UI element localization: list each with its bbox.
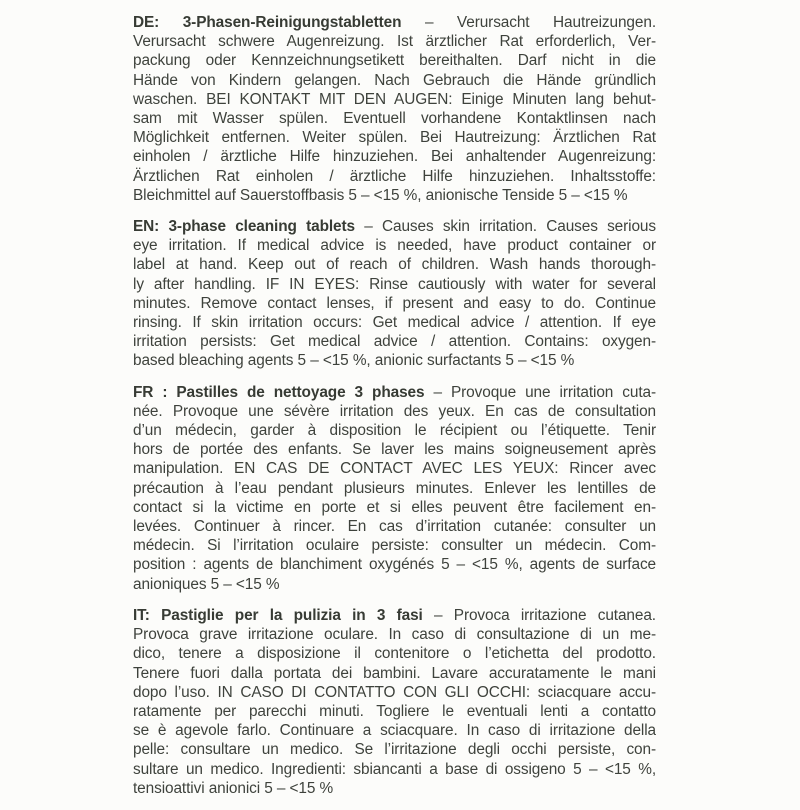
product-safety-label xyxy=(133,13,656,810)
label-line: ly after handling. IF IN EYES: Rinse cautiously with water for several xyxy=(133,275,656,293)
label-line: ratamente per parecchi minuti. Togliere le eventuali lenti a contatto xyxy=(133,702,656,720)
section-lead-text: – Verursacht Hautreizungen. xyxy=(424,14,656,31)
label-line: levées. Continuer à rincer. En cas d’irritation cutanée: consulter un xyxy=(133,518,656,536)
label-line: irritation persists: Get medical advice / attention. Contains: oxygen- xyxy=(133,333,656,351)
section-lead-text: – Provoca irritazione cutanea. xyxy=(434,606,656,624)
section-heading-de: DE: 3-Phasen-Reinigungstabletten xyxy=(133,14,402,31)
label-line: anioniques 5 – <15 % xyxy=(133,575,280,593)
label-section-it xyxy=(133,606,656,798)
label-line: se è agevole farlo. Continuare a sciacquare. In caso di irritazione della xyxy=(133,722,656,740)
label-line xyxy=(133,383,656,402)
label-line: Provoca grave irritazione oculare. In caso di consultazione di un me- xyxy=(133,626,656,644)
section-heading-en: EN: 3-phase cleaning tablets xyxy=(133,218,355,236)
label-line: eye irritation. If medical advice is needed, have product container or xyxy=(133,237,656,255)
label-line: Bleichmittel auf Sauerstoffbasis 5 – <15 %, anionische Tenside 5 – <15 % xyxy=(133,186,628,204)
label-line: tensioattivi anionici 5 – <15 % xyxy=(133,779,334,797)
label-line xyxy=(133,217,656,236)
label-line: Verursacht schwere Augenreizung. Ist ärztlicher Rat erforderlich, Ver- xyxy=(133,33,656,51)
label-line: minutes. Remove contact lenses, if present and easy to do. Continue xyxy=(133,294,656,312)
label-line: Ärztlichen Rat einholen / ärztliche Hilfe hinzuziehen. Inhaltsstoffe: xyxy=(133,167,656,185)
label-line: position : agents de blanchiment oxygénés 5 – <15 %, agents de surface xyxy=(133,556,656,574)
label-line: Möglichkeit entfernen. Weiter spülen. Bei Hautreizung: Ärztlichen Rat xyxy=(133,129,656,147)
label-line: Hände von Kindern gelangen. Nach Gebrauch die Hände gründlich xyxy=(133,71,656,89)
label-line: based bleaching agents 5 – <15 %, anionic surfactants 5 – <15 % xyxy=(133,352,575,370)
label-line: médecin. Si l’irritation oculaire persiste: consulter un médecin. Com- xyxy=(133,537,656,555)
label-line xyxy=(133,13,656,32)
label-line: hors de portée des enfants. Se laver les mains soigneusement après xyxy=(133,441,656,459)
label-line: packung oder Kennzeichnungsetikett bereithalten. Darf nicht in die xyxy=(133,52,656,70)
label-line: née. Provoque une sévère irritation des yeux. En cas de consultation xyxy=(133,402,656,420)
label-line: einholen / ärztliche Hilfe hinzuziehen. Bei anhaltender Augenreizung: xyxy=(133,148,656,166)
label-line: d’un médecin, garder à disposition le récipient ou l’étiquette. Tenir xyxy=(133,422,656,440)
label-line: Tenere fuori dalla portata dei bambini. Lavare accuratamente le mani xyxy=(133,664,656,682)
label-section-en xyxy=(133,217,656,371)
section-heading-it: IT: Pastiglie per la pulizia in 3 fasi xyxy=(133,606,423,624)
label-line: dopo l’uso. IN CASO DI CONTATTO CON GLI OCCHI: sciacquare accu- xyxy=(133,683,656,701)
label-line: dico, tenere a disposizione il contenitore o l’etichetta del prodotto. xyxy=(133,645,656,663)
label-line: pelle: consultare un medico. Se l’irritazione degli occhi persiste, con- xyxy=(133,741,656,759)
section-lead-text: – Provoque une irritation cuta- xyxy=(433,383,656,401)
label-line: contact si la victime en porte et si elles peuvent être facilement en- xyxy=(133,498,656,516)
label-line: sam mit Wasser spülen. Eventuell vorhandene Kontaktlinsen nach xyxy=(133,110,656,128)
label-section-de xyxy=(133,13,656,205)
label-line: précaution à l’eau pendant plusieurs minutes. Enlever les lentilles de xyxy=(133,479,656,497)
label-line: manipulation. EN CAS DE CONTACT AVEC LES YEUX: Rincer avec xyxy=(133,460,656,478)
label-line xyxy=(133,606,656,625)
label-line: rinsing. If skin irritation occurs: Get medical advice / attention. If eye xyxy=(133,314,656,332)
section-heading-fr: FR : Pastilles de nettoyage 3 phases xyxy=(133,383,425,401)
section-lead-text: – Causes skin irritation. Causes serious xyxy=(364,218,656,236)
label-line: waschen. BEI KONTAKT MIT DEN AUGEN: Einige Minuten lang behut- xyxy=(133,90,656,108)
label-line: label at hand. Keep out of reach of children. Wash hands thorough- xyxy=(133,256,656,274)
label-section-fr xyxy=(133,383,656,594)
label-line: sultare un medico. Ingredienti: sbiancanti a base di ossigeno 5 – <15 %, xyxy=(133,760,656,778)
